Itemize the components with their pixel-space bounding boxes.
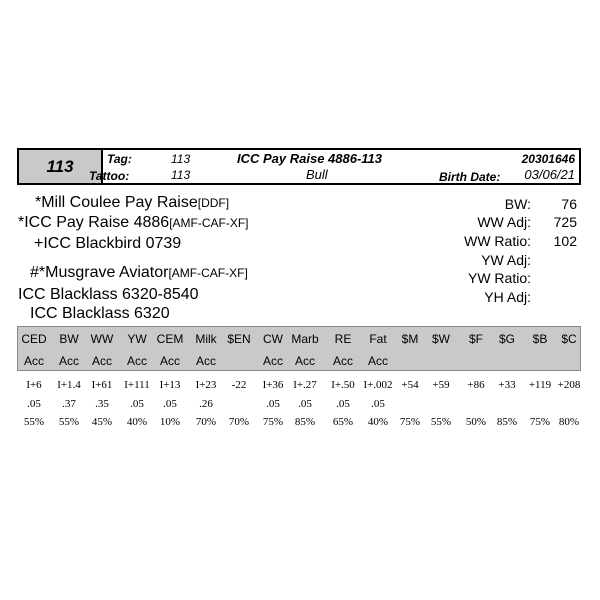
- epd-acc-label: Acc: [262, 354, 283, 368]
- epd-header: $C: [561, 332, 577, 346]
- tag-label: Tag:: [107, 152, 132, 166]
- stat-value: 102: [553, 233, 577, 249]
- epd-value: I+13: [159, 379, 181, 391]
- epd-percentile: 55%: [58, 416, 80, 428]
- epd-value: I+23: [195, 379, 217, 391]
- epd-header: YW: [127, 332, 147, 346]
- birth-date: 03/06/21: [524, 167, 575, 182]
- epd-header: Fat: [369, 332, 387, 346]
- registration-number: 20301646: [521, 152, 575, 166]
- epd-accuracy: .05: [163, 398, 177, 410]
- epd-accuracy: .35: [95, 398, 109, 410]
- pedigree-dam-sire: #*Musgrave Aviator[AMF-CAF-XF]: [30, 264, 248, 281]
- epd-header: $EN: [227, 332, 251, 346]
- stat-value: 725: [553, 214, 577, 230]
- epd-percentile: 80%: [558, 416, 580, 428]
- stat-label: YW Adj:: [481, 252, 531, 268]
- epd-value: I+61: [91, 379, 113, 391]
- epd-percentile: 55%: [23, 416, 45, 428]
- pedigree-dam-dam: ICC Blacklass 6320: [30, 305, 170, 322]
- animal-name: ICC Pay Raise 4886-113: [237, 151, 383, 166]
- epd-value: +59: [432, 379, 450, 391]
- epd-header: Marb: [291, 332, 319, 346]
- animal-header: [17, 148, 581, 185]
- epd-accuracy: .05: [371, 398, 385, 410]
- epd-header: $M: [401, 332, 419, 346]
- epd-percentile: 45%: [91, 416, 113, 428]
- epd-value: I+.27: [293, 379, 317, 391]
- epd-accuracy: .05: [298, 398, 312, 410]
- stat-label: YH Adj:: [484, 289, 531, 305]
- epd-header: $F: [468, 332, 483, 346]
- pedigree-dam: ICC Blacklass 6320-8540: [18, 286, 199, 303]
- epd-value: I+111: [124, 379, 150, 391]
- epd-accuracy: .26: [199, 398, 213, 410]
- tattoo-label: Tattoo:: [89, 169, 130, 183]
- epd-value: I+36: [262, 379, 284, 391]
- epd-header: CED: [21, 332, 47, 346]
- epd-acc-label: Acc: [126, 354, 147, 368]
- epd-percentile: 75%: [399, 416, 421, 428]
- epd-percentile: 65%: [332, 416, 354, 428]
- epd-acc-label: Acc: [367, 354, 388, 368]
- epd-value: I+.50: [331, 379, 355, 391]
- epd-header: CEM: [156, 332, 184, 346]
- epd-header: Milk: [195, 332, 217, 346]
- lot-number: 113: [19, 150, 103, 183]
- stat-value: 76: [561, 196, 577, 212]
- tag-value: 113: [171, 152, 191, 166]
- epd-value: I+6: [26, 379, 42, 391]
- epd-value: +33: [498, 379, 516, 391]
- epd-percentile: 75%: [529, 416, 551, 428]
- epd-percentile: 40%: [126, 416, 148, 428]
- epd-percentile: 75%: [262, 416, 284, 428]
- epd-acc-label: Acc: [58, 354, 79, 368]
- animal-sex: Bull: [306, 167, 328, 182]
- epd-percentile: 40%: [367, 416, 389, 428]
- epd-accuracy: .37: [62, 398, 76, 410]
- tattoo-value: 113: [171, 168, 191, 182]
- epd-accuracy: .05: [336, 398, 350, 410]
- epd-accuracy: .05: [266, 398, 280, 410]
- epd-header: RE: [334, 332, 352, 346]
- epd-acc-label: Acc: [332, 354, 353, 368]
- epd-percentile: 85%: [496, 416, 518, 428]
- pedigree-sire-dam: +ICC Blackbird 0739: [34, 235, 182, 252]
- epd-percentile: 85%: [294, 416, 316, 428]
- stat-label: WW Ratio:: [464, 233, 531, 249]
- epd-value: +54: [401, 379, 419, 391]
- epd-value: +208: [557, 379, 581, 391]
- epd-percentile: 10%: [159, 416, 181, 428]
- epd-acc-label: Acc: [294, 354, 315, 368]
- epd-acc-label: Acc: [91, 354, 112, 368]
- epd-acc-label: Acc: [195, 354, 216, 368]
- epd-acc-label: Acc: [159, 354, 180, 368]
- epd-header: CW: [263, 332, 283, 346]
- pedigree-sire: *ICC Pay Raise 4886[AMF-CAF-XF]: [18, 214, 249, 231]
- epd-percentile: 70%: [228, 416, 250, 428]
- stat-label: WW Adj:: [477, 214, 531, 230]
- epd-value: I+1.4: [57, 379, 81, 391]
- epd-value: I+.002: [363, 379, 393, 391]
- epd-value: -22: [231, 379, 247, 391]
- stat-label: YW Ratio:: [467, 270, 531, 286]
- epd-header: WW: [90, 332, 114, 346]
- epd-header: $G: [498, 332, 515, 346]
- epd-header: $B: [532, 332, 548, 346]
- epd-acc-label: Acc: [23, 354, 44, 368]
- epd-accuracy: .05: [27, 398, 41, 410]
- epd-header: $W: [432, 332, 450, 346]
- epd-accuracy: .05: [130, 398, 144, 410]
- epd-percentile: 70%: [195, 416, 217, 428]
- epd-value: +119: [528, 379, 552, 391]
- epd-value: +86: [467, 379, 485, 391]
- epd-header: BW: [59, 332, 79, 346]
- epd-percentile: 50%: [465, 416, 487, 428]
- pedigree-sire-sire: *Mill Coulee Pay Raise[DDF]: [35, 194, 230, 211]
- birth-date-label: Birth Date:: [439, 170, 501, 184]
- epd-percentile: 55%: [430, 416, 452, 428]
- stat-label: BW:: [504, 196, 531, 212]
